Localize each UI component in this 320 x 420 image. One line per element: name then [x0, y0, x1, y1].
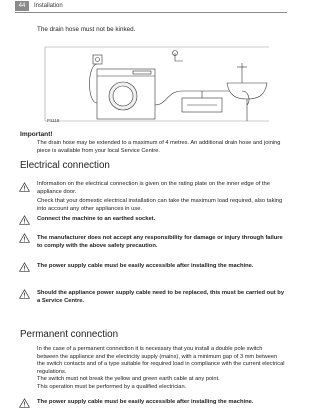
earth-cable-note: The switch must not break the yellow and green earth cable at any point.: [37, 376, 220, 382]
warning-icon: [19, 262, 30, 272]
warning-icon: [19, 398, 30, 408]
warning-icon: [19, 182, 30, 192]
permanent-connection-text: [37, 346, 285, 391]
intro-text: The drain hose must not be kinked.: [37, 26, 136, 33]
warning-manufacturer: The manufacturer does not accept any responsibility for damage or injury through failure to comply with the above safety precaution.: [37, 235, 283, 249]
important-title: Important!: [20, 131, 53, 138]
permanent-connection-paragraph: In the case of a permanent connection it is necessary that you install a double pole switch between the appliance and the electricity supply (mains), with a minimum gap of 3 mm between the switch contacts and of a type suitable for required load in compliance with the current electrical regulations.: [37, 346, 285, 375]
warning-earthed-socket: Connect the machine to an earthed socket.: [37, 216, 156, 222]
qualified-electrician-note: This operation must be performed by a qualified electrician.: [37, 383, 187, 390]
warning-icon: [19, 233, 30, 243]
page-number: 44: [15, 1, 29, 11]
warning-icon: [19, 289, 30, 299]
warning-cable-accessible-permanent: The power supply cable must be easily accessible after installing the machine.: [37, 399, 254, 405]
important-text: The drain hose may be extended to a maximum of 4 metres. An additional drain hose and joining piece is available from your local Service Centre.: [37, 140, 281, 154]
warning-cable-replacement: Should the appliance power supply cable need to be replaced, this must be carried out by a Service Centre.: [37, 290, 285, 304]
header-divider: [15, 12, 287, 13]
electrical-connection-heading: Electrical connection: [20, 160, 110, 171]
section-name: Installation: [34, 3, 63, 9]
warning-cable-accessible: The power supply cable must be easily accessible after installing the machine.: [37, 263, 254, 269]
drain-hose-illustration: [37, 43, 277, 128]
warning-icon: [19, 215, 30, 225]
figure-label: P1118: [47, 118, 60, 123]
page-header: [0, 0, 300, 14]
warning-rating-plate: Information on the electrical connection is given on the rating plate on the inner edge of the appliance door.: [37, 181, 270, 195]
check-installation-text: Check that your domestic electrical installation can take the maximum load required, also taking into account any other appliances in use.: [37, 198, 283, 212]
permanent-connection-heading: Permanent connection: [20, 329, 119, 340]
